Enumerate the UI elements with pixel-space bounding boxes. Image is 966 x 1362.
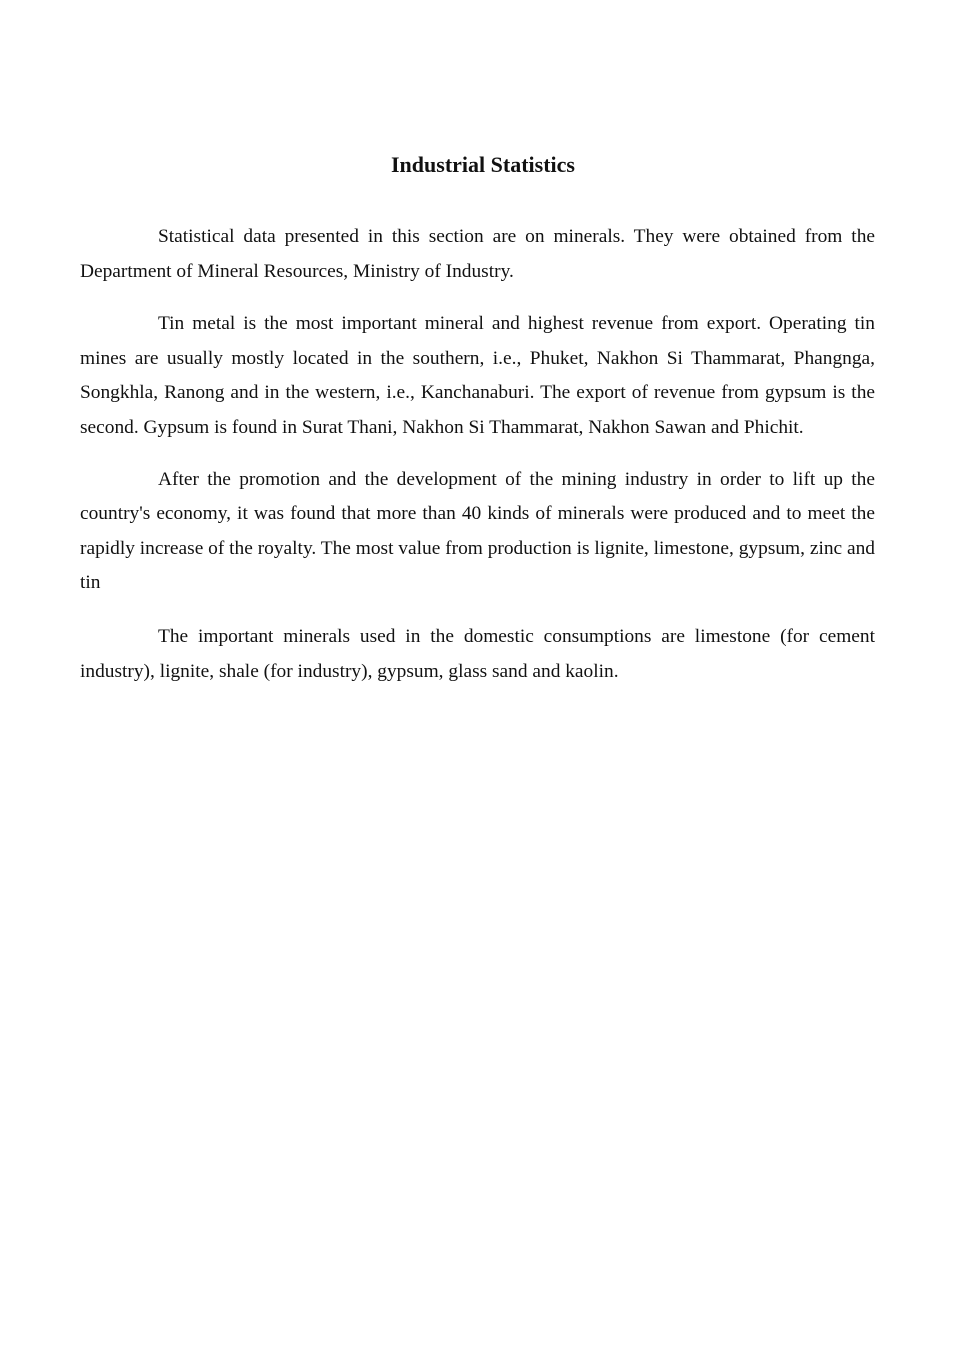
page-title: Industrial Statistics [391,152,575,177]
document-body [80,220,875,707]
paragraph-domestic-consumption: The important minerals used in the domestic consumptions are limestone (for cement industry), lignite, shale (for industry), gypsum, glass sand and kaolin. [80,625,875,682]
paragraph-data-source: Statistical data presented in this section are on minerals. They were obtained from the Department of Mineral Resources, Ministry of Industry. [80,226,875,282]
paragraph-tin-gypsum: Tin metal is the most important mineral and highest revenue from export. Operating tin mines are usually mostly located in the southern, i.e., Phuket, Nakhon Si Thammarat, Phangnga, Songkhla, Ranong and in the western, i.e., Kanchanaburi. The export of revenue from gypsum is the second. Gypsum is found in Surat Thani, Nakhon Si Thammarat, Nakhon Sawan and Phichit. [80,313,875,438]
paragraph-mining-development: After the promotion and the development of the mining industry in order to lift up the country's economy, it was found that more than 40 kinds of minerals were produced and to meet the rapidly increase of the royalty. The most value from production is lignite, limestone, gypsum, zinc and tin [80,468,875,594]
